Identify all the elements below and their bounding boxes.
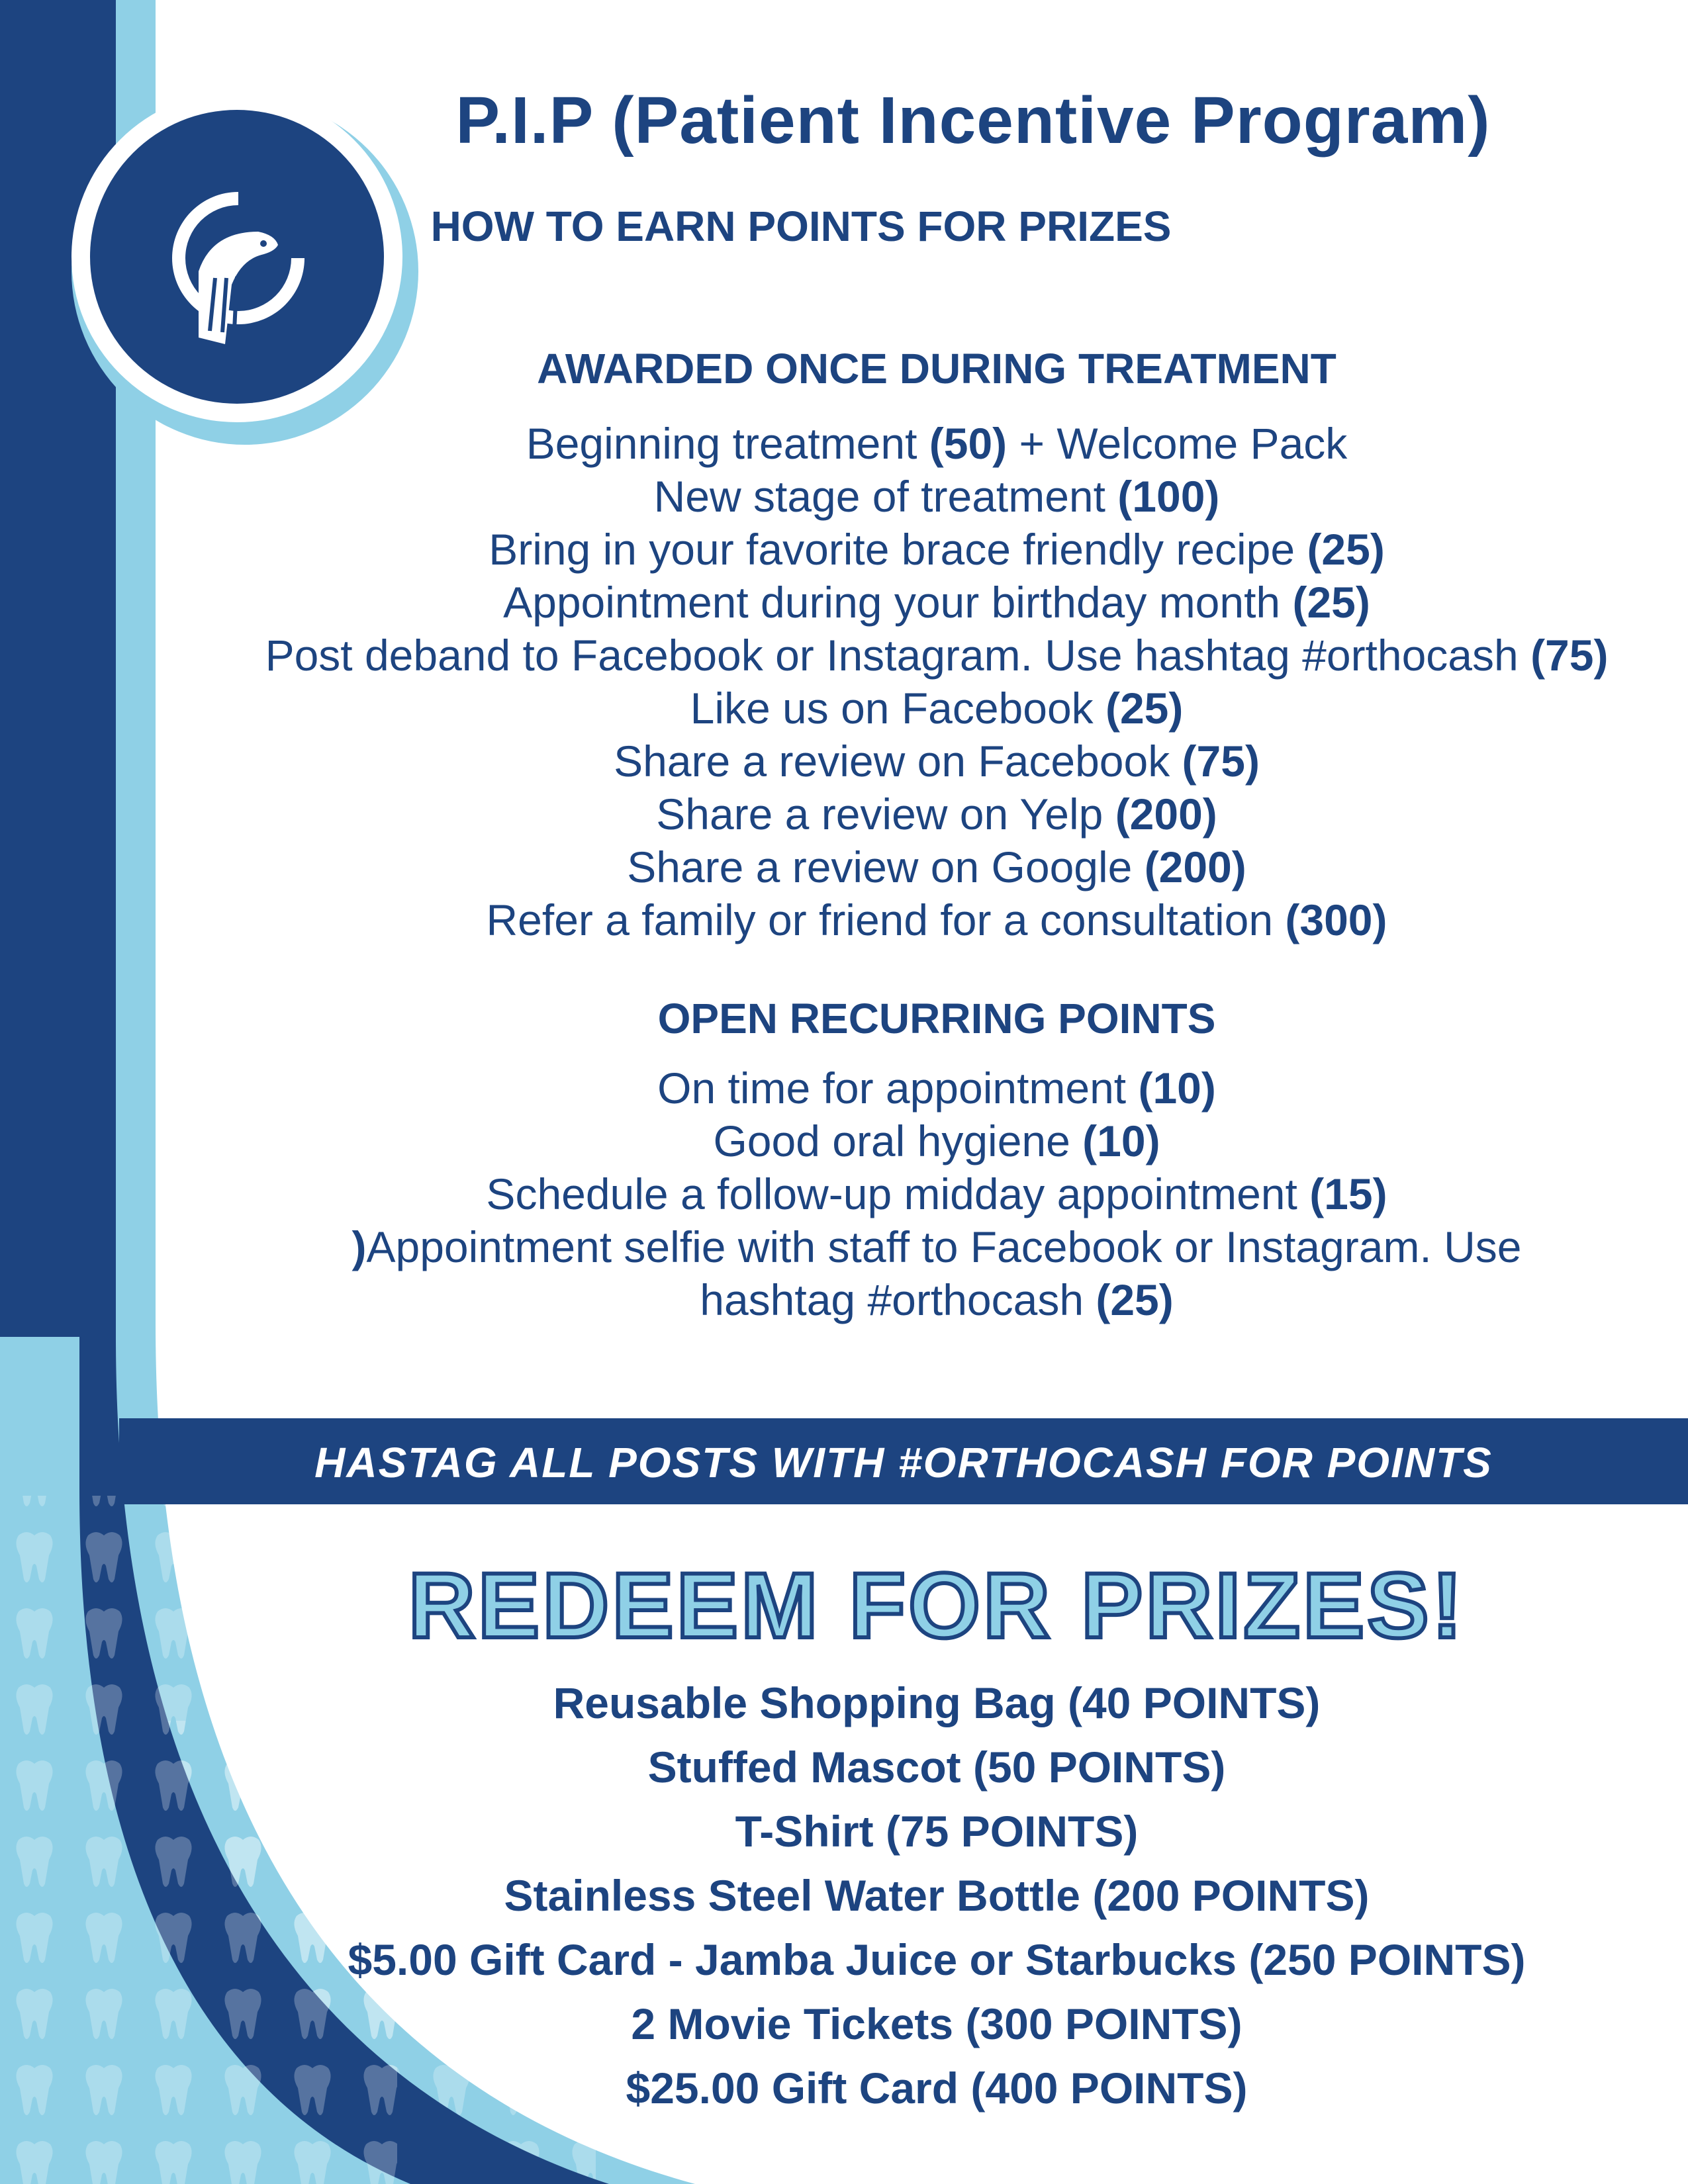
- recurring-heading: OPEN RECURRING POINTS: [657, 995, 1216, 1042]
- prize-item: $25.00 Gift Card (400 POINTS): [626, 2064, 1248, 2113]
- prize-item: $5.00 Gift Card - Jamba Juice or Starbucks (250 POINTS): [348, 1935, 1526, 1984]
- list-item: Appointment during your birthday month (25): [503, 578, 1370, 627]
- list-item: hashtag #orthocash (25): [700, 1275, 1174, 1324]
- prize-item: Stuffed Mascot (50 POINTS): [647, 1743, 1226, 1792]
- banner-text: HASTAG ALL POSTS WITH #ORTHOCASH FOR POINTS: [314, 1439, 1493, 1486]
- prize-item: 2 Movie Tickets (300 POINTS): [631, 1999, 1243, 2048]
- list-item: Schedule a follow-up midday appointment (15): [486, 1169, 1387, 1218]
- list-item: Bring in your favorite brace friendly recipe (25): [489, 525, 1385, 574]
- awarded-once-heading: AWARDED ONCE DURING TREATMENT: [537, 345, 1336, 392]
- awarded-once-list: [218, 417, 1655, 946]
- list-item: Share a review on Facebook (75): [614, 737, 1260, 786]
- list-item: Post deband to Facebook or Instagram. Use hashtag #orthocash (75): [265, 631, 1609, 680]
- page-title: P.I.P (Patient Incentive Program): [455, 83, 1491, 158]
- list-item: Refer a family or friend for a consultation (300): [486, 895, 1387, 944]
- page-subtitle: HOW TO EARN POINTS FOR PRIZES: [430, 203, 1172, 250]
- list-item: )Appointment selfie with staff to Facebook or Instagram. Use: [352, 1222, 1522, 1271]
- prize-list: [218, 1671, 1655, 2120]
- list-item: Share a review on Yelp (200): [656, 790, 1217, 839]
- prize-item: T-Shirt (75 POINTS): [735, 1807, 1139, 1856]
- recurring-list: [218, 1062, 1655, 1326]
- list-item: Beginning treatment (50) + Welcome Pack: [526, 419, 1348, 468]
- list-item: On time for appointment (10): [657, 1064, 1216, 1113]
- walrus-icon: [146, 165, 331, 351]
- list-item: New stage of treatment (100): [653, 472, 1220, 521]
- list-item: Good oral hygiene (10): [713, 1116, 1160, 1165]
- prize-item: Reusable Shopping Bag (40 POINTS): [553, 1678, 1321, 1727]
- prize-item: Stainless Steel Water Bottle (200 POINTS): [504, 1871, 1370, 1920]
- list-item: Like us on Facebook (25): [690, 684, 1184, 733]
- list-item: Share a review on Google (200): [627, 842, 1246, 891]
- redeem-heading: REDEEM FOR PRIZES!: [408, 1553, 1466, 1657]
- hashtag-banner: [119, 1418, 1688, 1504]
